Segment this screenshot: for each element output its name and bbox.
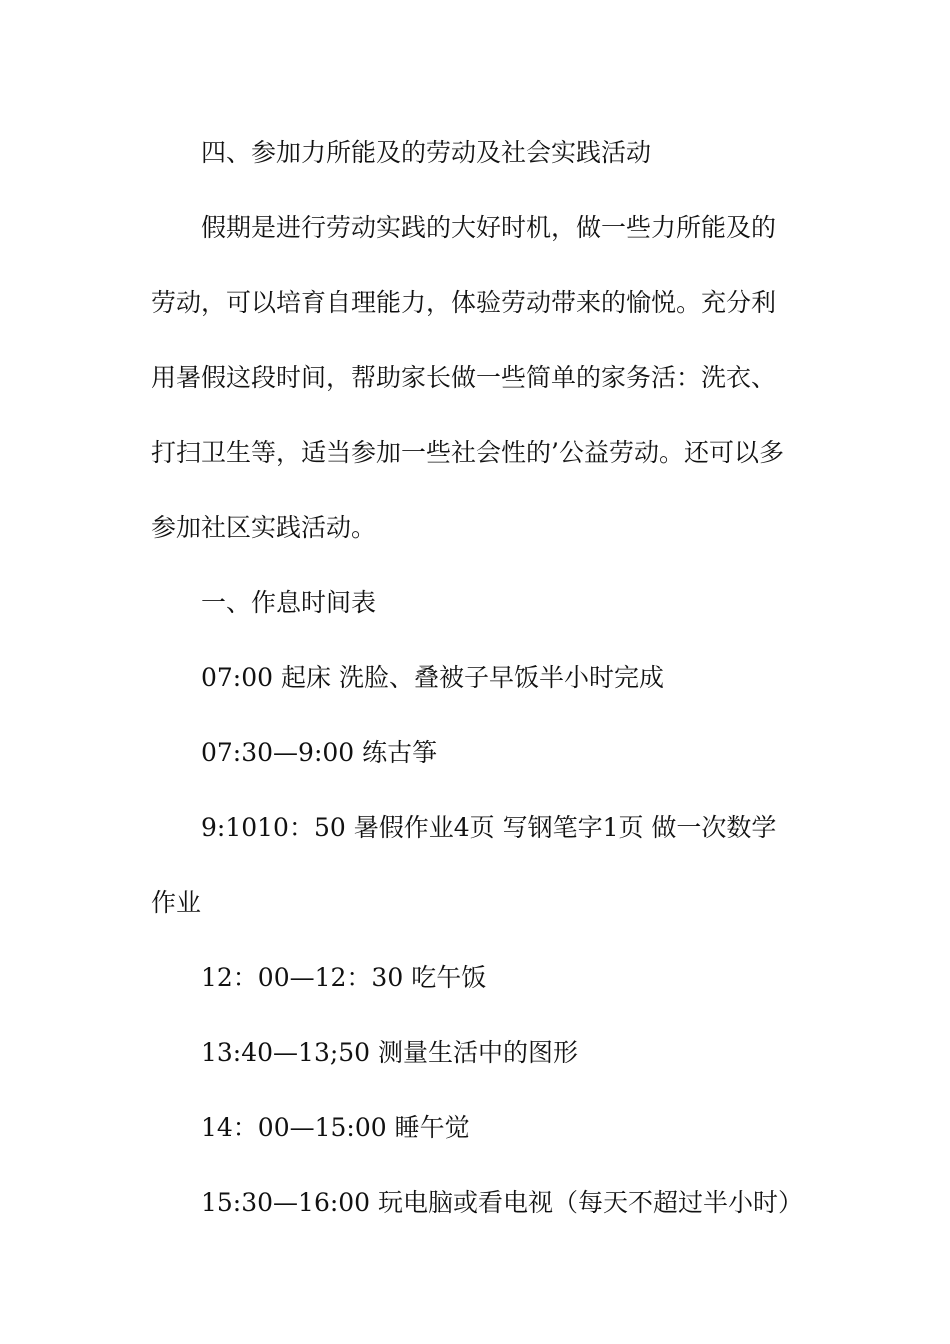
document-body [151,128,811,1253]
paragraph-line: 假期是进行劳动实践的大好时机，做一些力所能及的 [201,213,777,242]
schedule-item-continuation: 作业 [151,888,202,917]
schedule-item: 9:1010：50 暑假作业4页 写钢笔字1页 做一次数学 [201,813,777,842]
schedule-item: 07:30—9:00 练古筝 [201,738,438,767]
section-heading-schedule: 一、作息时间表 [201,588,377,617]
paragraph-line: 劳动，可以培育自理能力，体验劳动带来的愉悦。充分利 [151,288,777,317]
paragraph-line: 打扫卫生等，适当参加一些社会性的’公益劳动。还可以多 [151,438,784,467]
schedule-item: 12：00—12：30 吃午饭 [201,963,487,992]
paragraph-line: 用暑假这段时间，帮助家长做一些简单的家务活：洗衣、 [151,363,777,392]
schedule-item: 14：00—15:00 睡午觉 [201,1113,470,1142]
section-heading-labor: 四、参加力所能及的劳动及社会实践活动 [201,138,652,167]
schedule-item: 13:40—13;50 测量生活中的图形 [201,1038,579,1067]
schedule-item: 15:30—16:00 玩电脑或看电视（每天不超过半小时） [201,1188,804,1217]
schedule-item: 07:00 起床 洗脸、叠被子早饭半小时完成 [201,663,664,692]
paragraph-line: 参加社区实践活动。 [151,513,377,542]
